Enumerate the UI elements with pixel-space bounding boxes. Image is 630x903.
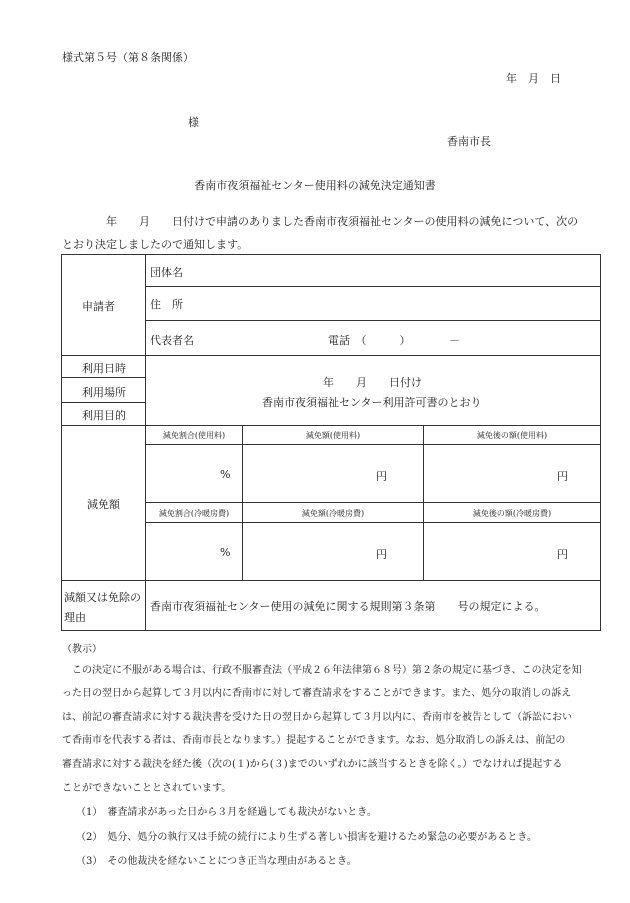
usage-reference-text: 香南市夜須福祉センター利用許可書のとおり <box>262 396 482 409</box>
heating-rate-header: 減免割合(冷暖房費) <box>158 509 230 518</box>
table-rule <box>61 402 146 403</box>
notice-item: （3） その他裁決を経ないことにつき正当な理由があるとき。 <box>76 856 357 867</box>
date-line: 年 月 日 <box>506 72 561 85</box>
fee-amount-unit: 円 <box>376 470 387 483</box>
reason-label-line-1: 減額又は免除の <box>64 591 141 604</box>
issuer: 香南市長 <box>447 135 491 148</box>
notice-line: この決定に不服がある場合は、行政不服審査法（平成２６年法律第６８号）第２条の規定に基づき、この決定を知 <box>62 665 582 676</box>
table-rule <box>145 522 601 523</box>
table-rule <box>145 502 601 503</box>
table-rule <box>61 355 601 356</box>
notice-line: て香南市を代表する者は、香南市長となります。）提起することができます。なお、処分取消しの訴えは、前記の <box>62 735 566 746</box>
notice-heading: （教示） <box>62 644 102 655</box>
table-rule <box>61 254 62 631</box>
representative-label: 代表者名 <box>150 334 194 347</box>
form-number: 様式第５号（第８条関係） <box>62 51 194 64</box>
fee-amount-header: 減免額(使用料) <box>305 431 361 440</box>
notice-line: った日の翌日から起算して３月以内に香南市に対して審査請求をすることができます。また、処分の取消しの訴え <box>62 688 572 699</box>
notice-line: 審査請求に対する裁決を経た後（次の(１)から(３)までのいずれかに該当するときを除く。）でなければ提起する <box>62 759 563 770</box>
notice-item: （1） 審査請求があった日から３月を経過しても裁決がないとき。 <box>76 807 377 818</box>
page-title: 香南市夜須福祉センター使用料の減免決定通知書 <box>194 179 436 192</box>
fee-rate-header: 減免割合(使用料) <box>162 431 226 440</box>
table-rule <box>145 286 601 287</box>
address-label: 住 所 <box>150 298 183 311</box>
notice-item: （2） 処分、処分の執行又は手続の続行により生ずる著しい損害を避けるため緊急の必要があるとき。 <box>76 832 537 843</box>
reason-text: 香南市夜須福祉センター使用の減免に関する規則第３条第 号の規定による。 <box>150 600 546 613</box>
table-rule <box>61 254 601 255</box>
fee-after-unit: 円 <box>557 470 568 483</box>
group-name-label: 団体名 <box>150 266 183 279</box>
reason-label-line-2: 理由 <box>64 611 86 624</box>
heating-after-unit: 円 <box>557 548 568 561</box>
use-place-label: 利用場所 <box>82 386 126 399</box>
table-rule <box>242 425 243 581</box>
addressee: 様 <box>188 116 199 129</box>
use-date-label: 利用日時 <box>82 362 126 375</box>
intro-line-1: 年 月 日付けで申請のありました香南市夜須福祉センターの使用料の減免について、次の <box>62 215 579 228</box>
heating-after-header: 減免後の額(冷暖房費) <box>472 509 552 518</box>
heating-percent-unit: % <box>220 546 231 559</box>
usage-date-text: 年 月 日付け <box>323 376 422 389</box>
fee-percent-unit: % <box>220 468 231 481</box>
notice-line: ことができないこととされています。 <box>62 783 232 794</box>
table-rule <box>61 580 601 581</box>
use-purpose-label: 利用目的 <box>82 409 126 422</box>
phone-label: 電話 （ ） － <box>328 334 460 347</box>
table-rule <box>423 425 424 581</box>
heating-amount-header: 減免額(冷暖房費) <box>301 509 365 518</box>
table-rule <box>61 425 601 426</box>
heating-amount-unit: 円 <box>376 548 387 561</box>
table-rule <box>61 630 601 631</box>
notice-line: は、前記の審査請求に対する裁決書を受けた日の翌日から起算して３月以内に、香南市を被告として（訴訟におい <box>62 712 572 723</box>
reduction-label: 減免額 <box>87 498 120 511</box>
table-rule <box>61 377 146 378</box>
table-rule <box>145 254 146 631</box>
applicant-label: 申請者 <box>82 300 115 313</box>
table-rule <box>145 320 601 321</box>
table-rule <box>600 254 601 631</box>
table-rule <box>145 444 601 445</box>
fee-after-header: 減免後の額(使用料) <box>476 431 548 440</box>
intro-line-2: とおり決定しましたので通知します。 <box>62 238 249 251</box>
